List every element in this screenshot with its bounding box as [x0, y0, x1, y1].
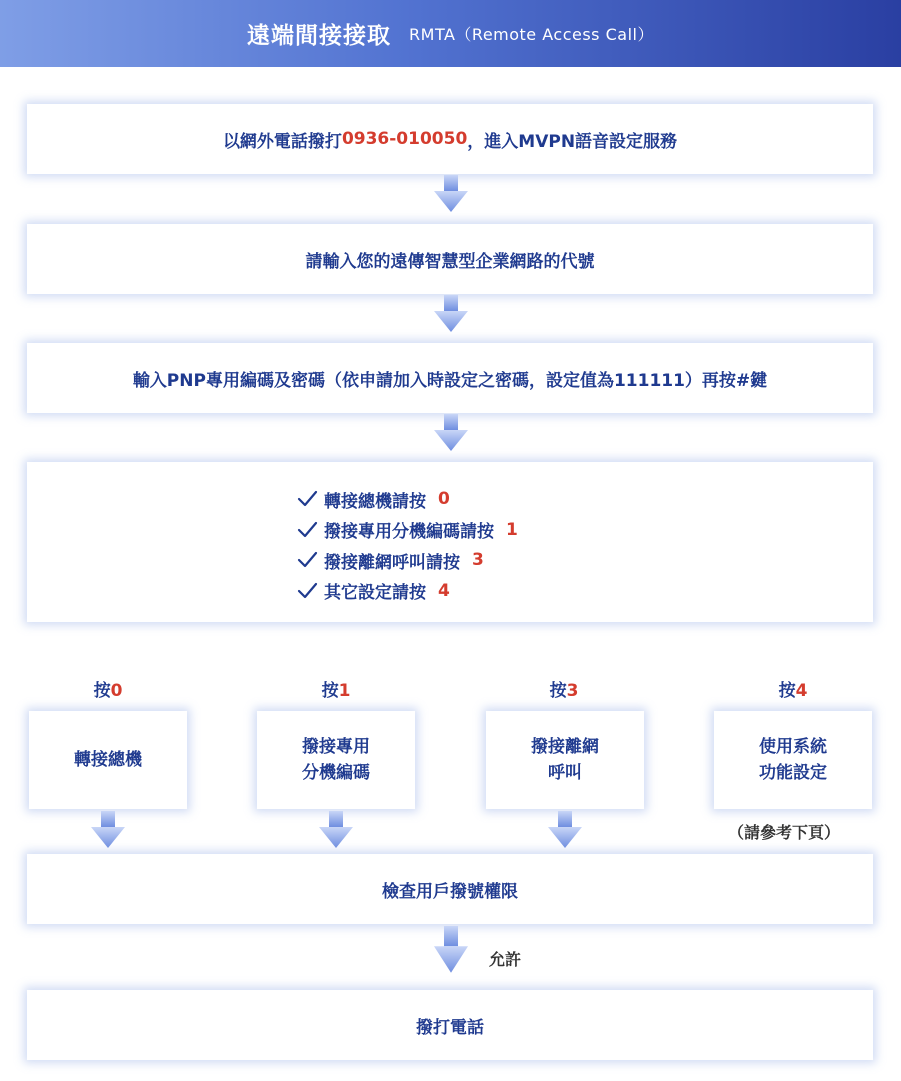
step-enter-pnp-password	[27, 343, 873, 413]
down-arrow-icon	[434, 414, 468, 452]
menu-item-label: 撥接離網呼叫請按	[324, 552, 460, 573]
step-check-permission	[27, 854, 873, 924]
press-label-0	[68, 676, 148, 701]
option-system-settings	[714, 711, 872, 809]
see-next-page-note: （請參考下頁）	[728, 823, 841, 842]
step-enter-network-code	[27, 224, 873, 294]
option-line1: 撥接專用	[302, 737, 370, 757]
step1-suffix: ，進入MVPN語音設定服務	[467, 131, 678, 152]
press-key: 1	[338, 681, 351, 701]
make-call-text: 撥打電話	[416, 1017, 484, 1038]
press-key: 3	[566, 681, 579, 701]
press-key: 0	[110, 681, 123, 701]
step-dial-number	[27, 104, 873, 174]
down-arrow-icon	[319, 811, 353, 849]
menu-item-key: 3	[472, 550, 484, 571]
press-label-3	[524, 676, 604, 701]
step1-prefix: 以網外電話撥打	[222, 131, 342, 152]
option-line2: 呼叫	[548, 763, 582, 783]
menu-item-key: 0	[438, 489, 450, 510]
option-line1: 轉接總機	[74, 750, 142, 770]
menu-item-operator	[296, 484, 518, 515]
allow-label: 允許	[489, 950, 522, 969]
option-offnet	[486, 711, 644, 809]
press-text: 按	[93, 681, 111, 701]
step2-text: 請輸入您的遠傳智慧型企業網路的代號	[305, 251, 595, 272]
check-icon	[296, 519, 318, 541]
down-arrow-icon	[434, 175, 468, 213]
press-text: 按	[549, 681, 567, 701]
option-line1: 撥接離網	[531, 737, 599, 757]
press-text: 按	[778, 681, 796, 701]
step-make-call	[27, 990, 873, 1060]
press-label-1	[296, 676, 376, 701]
menu-item-label: 轉接總機請按	[324, 491, 426, 512]
check-permission-text: 檢查用戶撥號權限	[382, 881, 518, 902]
service-phone-number: 0936-010050	[341, 129, 468, 149]
option-line2: 功能設定	[759, 763, 827, 783]
option-operator	[29, 711, 187, 809]
page-title: 遠端間接接取	[247, 23, 392, 49]
option-line1: 使用系統	[759, 737, 827, 757]
menu-options-list	[296, 484, 518, 606]
down-arrow-icon	[91, 811, 125, 849]
menu-item-label: 其它設定請按	[324, 583, 426, 604]
check-icon	[296, 488, 318, 510]
menu-item-offnet	[296, 545, 518, 576]
menu-item-key: 1	[506, 519, 518, 540]
down-arrow-icon	[548, 811, 582, 849]
press-text: 按	[321, 681, 339, 701]
menu-item-extension	[296, 515, 518, 546]
option-line2: 分機編碼	[302, 763, 370, 783]
page-subtitle: RMTA（Remote Access Call）	[409, 25, 654, 44]
menu-item-label: 撥接專用分機編碼請按	[324, 522, 494, 543]
check-icon	[296, 580, 318, 602]
option-extension	[257, 711, 415, 809]
check-icon	[296, 549, 318, 571]
down-arrow-icon	[434, 295, 468, 333]
press-key: 4	[795, 681, 808, 701]
down-arrow-icon	[434, 926, 468, 974]
step3-text: 輸入PNP專用編碼及密碼（依申請加入時設定之密碼，設定值為111111）再按#鍵	[132, 370, 768, 391]
press-label-4	[753, 676, 833, 701]
page-header	[0, 0, 901, 67]
menu-item-key: 4	[438, 580, 450, 601]
menu-item-other-settings	[296, 576, 518, 607]
